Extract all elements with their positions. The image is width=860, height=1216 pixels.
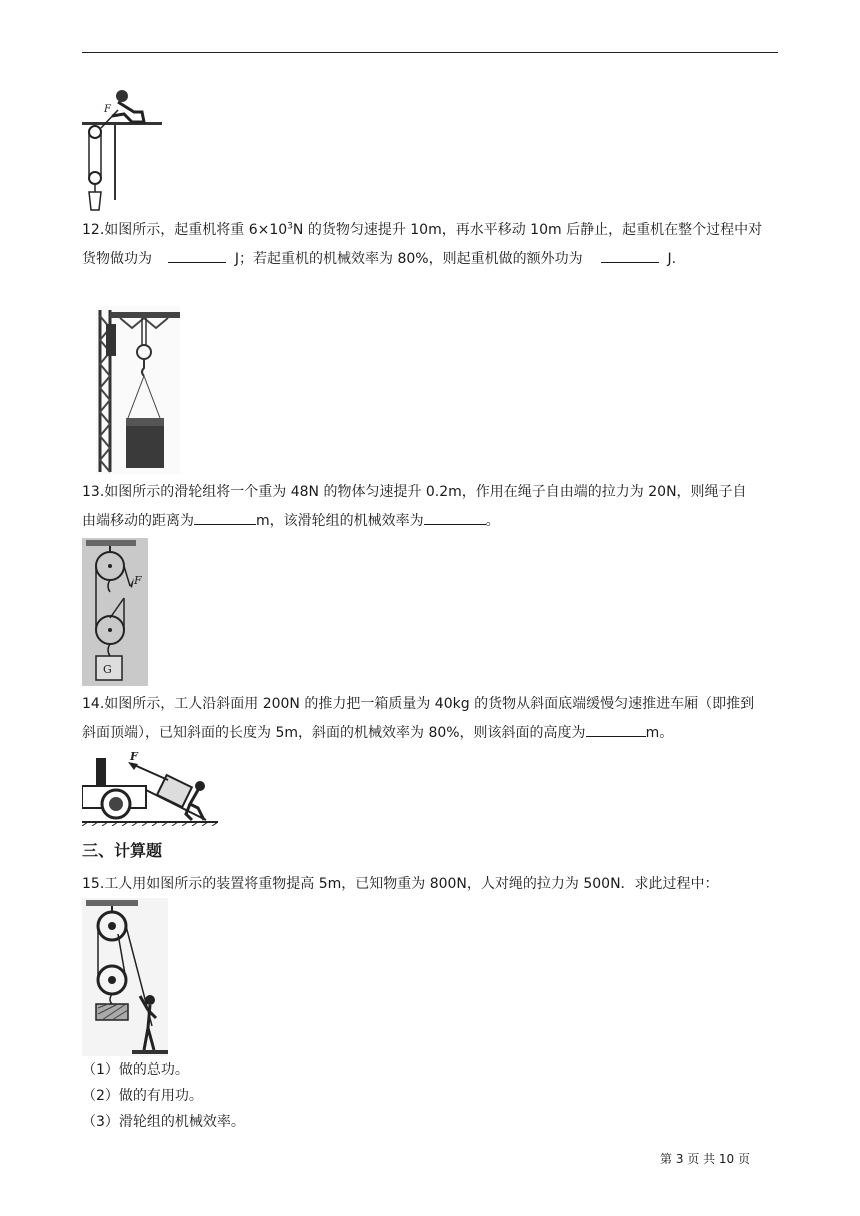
q13-text-a: 由端移动的距离为: [82, 513, 194, 529]
q13-blank-2[interactable]: [424, 510, 486, 525]
pulley-person-figure: [82, 898, 168, 1056]
q12-blank-2[interactable]: [601, 248, 659, 263]
q14-text-b: m。: [645, 725, 674, 741]
q15-item-3: （3）滑轮组的机械效率。: [82, 1114, 245, 1130]
q12-line2: [82, 248, 676, 269]
q13-figure-f-label: F: [134, 574, 142, 587]
pulley-worker-figure: [82, 88, 164, 212]
q13-text-b: m，该滑轮组的机械效率为: [256, 513, 424, 529]
q13-text-c: 。: [485, 513, 500, 529]
q13-line2: [82, 510, 500, 531]
q12-text-c: 货物做功为: [82, 251, 152, 267]
q11-figure-f-label: F: [104, 104, 111, 115]
q15-item-2: （2）做的有用功。: [82, 1088, 203, 1104]
q14-line2: [82, 722, 673, 743]
q12-text-d: J；若起重机的机械效率为 80%，则起重机做的额外功为: [234, 251, 583, 267]
ramp-truck-figure: [82, 752, 218, 826]
q14-figure-f-label: F: [130, 752, 138, 763]
crane-figure: [96, 306, 180, 474]
q12-line1: [82, 220, 762, 240]
pulley-block-figure: [82, 538, 148, 686]
q13-figure-g-label: G: [103, 663, 112, 676]
q13-blank-1[interactable]: [194, 510, 256, 525]
section-heading: 三、计算题: [82, 841, 163, 860]
q12-text-a: 12.如图所示，起重机将重 6×10: [82, 222, 288, 238]
q12-superscript: 3: [287, 221, 293, 232]
q14-blank-1[interactable]: [586, 722, 646, 737]
header-rule: [82, 52, 778, 53]
q14-line1: 14.如图所示，工人沿斜面用 200N 的推力把一箱质量为 40kg 的货物从斜面底端缓慢匀速推进车厢（即推到: [82, 696, 755, 712]
q12-text-b: N 的货物匀速提升 10m，再水平移动 10m 后静止，起重机在整个过程中对: [292, 222, 763, 238]
page-number: 第 3 页 共 10 页: [660, 1152, 750, 1166]
q15-item-1: （1）做的总功。: [82, 1062, 189, 1078]
q15-line1: 15.工人用如图所示的装置将重物提高 5m，已知物重为 800N，人对绳的拉力为 500N．求此过程中：: [82, 876, 719, 892]
q12-text-e: J.: [667, 251, 677, 267]
q12-blank-1[interactable]: [168, 248, 226, 263]
q14-text-a: 斜面顶端），已知斜面的长度为 5m，斜面的机械效率为 80%，则该斜面的高度为: [82, 725, 586, 741]
q13-line1: 13.如图所示的滑轮组将一个重为 48N 的物体匀速提升 0.2m，作用在绳子自由端的拉力为 20N，则绳子自: [82, 484, 747, 500]
